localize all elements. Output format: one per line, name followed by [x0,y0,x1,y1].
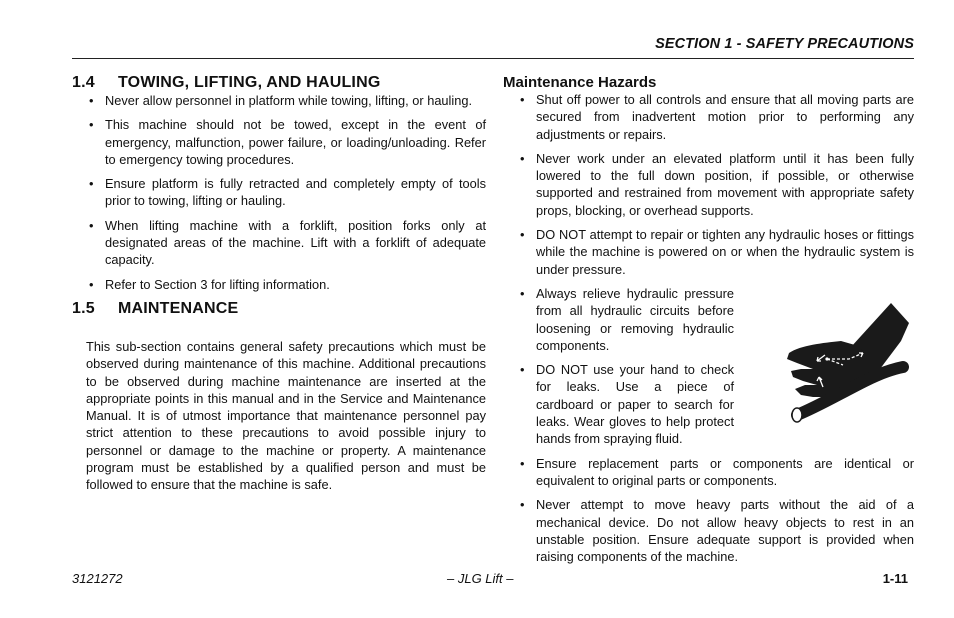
page-number: 1-11 [882,571,908,586]
right-column [503,74,914,572]
list-item: • Ensure replacement parts or components are identical or equivalent to original parts or components. [503,455,914,490]
left-column [72,74,486,494]
section-1-5-heading [72,300,486,318]
section-title: TOWING, LIFTING, AND HAULING [118,74,381,91]
list-item: • Never work under an elevated platform until it has been fully lowered to the full down position, if possible, or otherwise supported and restrained from movement with appropriate safety props, blocking, or overhead supports. [503,150,914,219]
section-header: SECTION 1 - SAFETY PRECAUTIONS [655,36,914,52]
footer-title: – JLG Lift – [447,571,514,586]
section-number: 1.4 [72,74,95,91]
list-item: • Ensure platform is fully retracted and completely empty of tools prior to towing, lifting or hauling. [72,175,486,210]
list-item: • When lifting machine with a forklift, position forks only at designated areas of the machine. Lift with a forklift of adequate capacity. [72,217,486,269]
maintenance-hazards-heading: Maintenance Hazards [503,74,657,91]
list-item: • Always relieve hydraulic pressure from all hydraulic circuits before loosening or removing hydraulic components. [503,285,734,354]
list-item: • Never allow personnel in platform while towing, lifting, or hauling. [72,92,486,109]
maintenance-paragraph: This sub-section contains general safety precautions which must be observed during maintenance of this machine. Additional precautions to be observed during machine maintenance are inserted at the appropriate points in this manual and in the Service and Maintenance Manual. It is of utmost importance that maintenance personnel pay strict attention to these precautions to avoid possible injury to personnel or damage to the machine or property. A maintenance program must be established by a qualified person and must be followed to ensure that the machine is safe. [86,338,486,493]
header-rule [72,58,914,59]
section-number: 1.5 [72,299,95,317]
section-1-4-heading [72,74,486,92]
list-item: • DO NOT attempt to repair or tighten any hydraulic hoses or fittings while the machine is powered on or when the hydraulic system is under pressure. [503,226,914,278]
list-item: • This machine should not be towed, except in the event of emergency, malfunction, power failure, or loading/unloading. Refer to emergency towing procedures. [72,116,486,168]
list-item: • Refer to Section 3 for lifting information. [72,276,486,293]
section-title: MAINTENANCE [118,299,239,317]
list-item: • Never attempt to move heavy parts without the aid of a mechanical device. Do not allow heavy objects to rest in an unstable position. Ensure adequate support is provided when raising components of the machine. [503,496,914,565]
list-item: • DO NOT use your hand to check for leaks. Use a piece of cardboard or paper to search for leaks. Wear gloves to help protect hands from spraying fluid. [503,361,734,447]
towing-bullet-list [72,92,486,293]
hydraulic-leak-hand-hazard-icon [783,301,909,423]
document-number: 3121272 [72,571,123,586]
list-item: • Shut off power to all controls and ensure that all moving parts are secured from inadvertent motion prior to performing any adjustments or repairs. [503,91,914,143]
